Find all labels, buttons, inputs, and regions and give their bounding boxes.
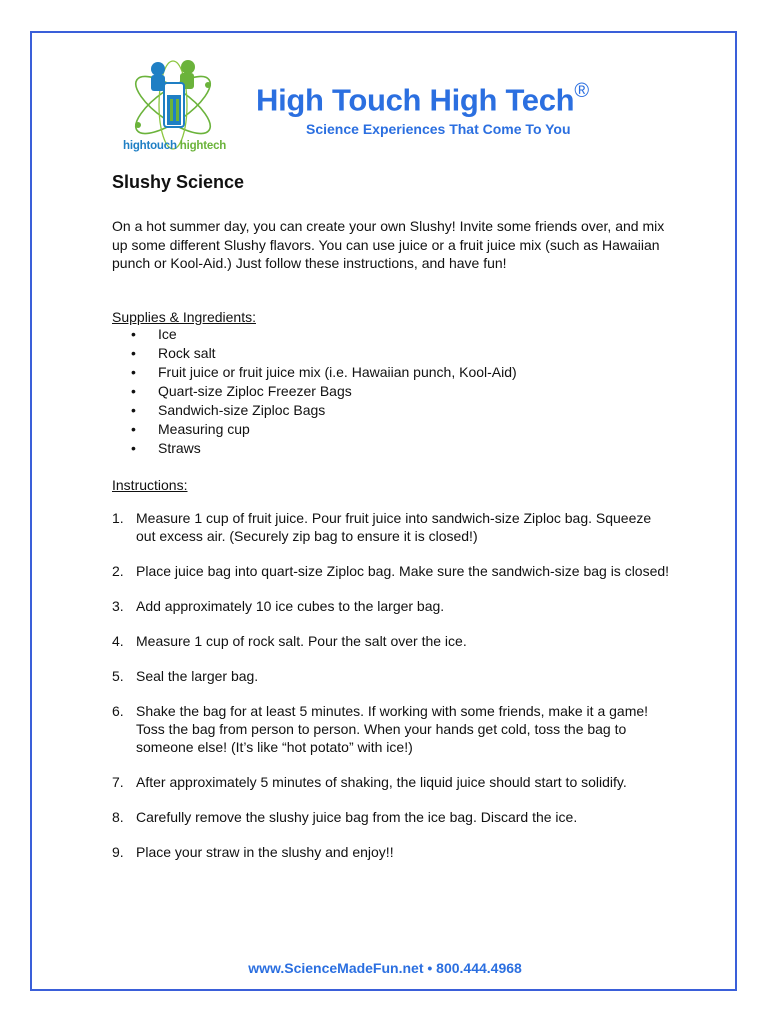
supply-item: • Rock salt [131,344,517,363]
step-number: 3. [112,598,124,614]
step-number: 5. [112,668,124,684]
logo-wordmark [123,140,226,152]
step-item [112,702,672,756]
step-number: 8. [112,809,124,825]
supply-item: • Measuring cup [131,420,517,439]
step-text: Place juice bag into quart-size Ziploc bag. Make sure the sandwich-size bag is closed! [136,563,670,579]
supply-item: • Fruit juice or fruit juice mix (i.e. Hawaiian punch, Kool-Aid) [131,363,517,382]
step-text: Place your straw in the slushy and enjoy!! [136,844,394,860]
footer-contact: www.ScienceMadeFun.net • 800.444.4968 [248,960,522,976]
step-text: Measure 1 cup of fruit juice. Pour fruit juice into sandwich-size Ziploc bag. Squeeze out excess air. (Securely zip bag to ensure it is closed!) [136,510,652,544]
step-number: 4. [112,633,124,649]
step-text: Measure 1 cup of rock salt. Pour the salt over the ice. [136,633,467,649]
supply-item: • Sandwich-size Ziploc Bags [131,401,517,420]
logo-word-hightouch: hightouch [123,140,177,152]
instructions-list [112,509,672,861]
supply-item: • Straws [131,439,517,458]
step-item [112,667,672,685]
step-item [112,773,672,791]
step-number: 1. [112,510,124,526]
step-text: After approximately 5 minutes of shaking, the liquid juice should start to solidify. [136,774,627,790]
step-number: 2. [112,563,124,579]
step-number: 9. [112,844,124,860]
supplies-heading: Supplies & Ingredients: [112,309,256,325]
step-item [112,632,672,650]
logo-word-hightech: hightech [179,140,227,152]
supply-item: • Quart-size Ziploc Freezer Bags [131,382,517,401]
step-item [112,597,672,615]
header-title [256,82,589,118]
title-text: High Touch High Tech [256,82,575,118]
intro-paragraph: On a hot summer day, you can create your own Slushy! Invite some friends over, and mix up some different Slushy flavors. You can use juice or a fruit juice mix (such as Hawaiian punch or Kool-Aid.) Just follow these instructions, and have fun! [112,218,665,271]
instructions-heading: Instructions: [112,477,188,493]
page-title: Slushy Science [112,172,245,192]
supplies-list [131,325,517,458]
step-number: 6. [112,703,124,719]
supply-item: • Ice [131,325,517,344]
header-subtitle: Science Experiences That Come To You [306,121,571,137]
step-text: Add approximately 10 ice cubes to the larger bag. [136,598,445,614]
step-text: Seal the larger bag. [136,668,259,684]
step-text: Shake the bag for at least 5 minutes. If working with some friends, make it a game! Toss the bag from person to person. When your hands get cold, toss the bag to someone else! (It’s like “hot potato” with ice!) [136,703,649,755]
step-item [112,509,672,545]
registered-mark: ® [574,80,589,102]
step-item [112,808,672,826]
step-text: Carefully remove the slushy juice bag from the ice bag. Discard the ice. [136,809,578,825]
step-item [112,562,672,580]
step-item [112,843,672,861]
step-number: 7. [112,774,124,790]
